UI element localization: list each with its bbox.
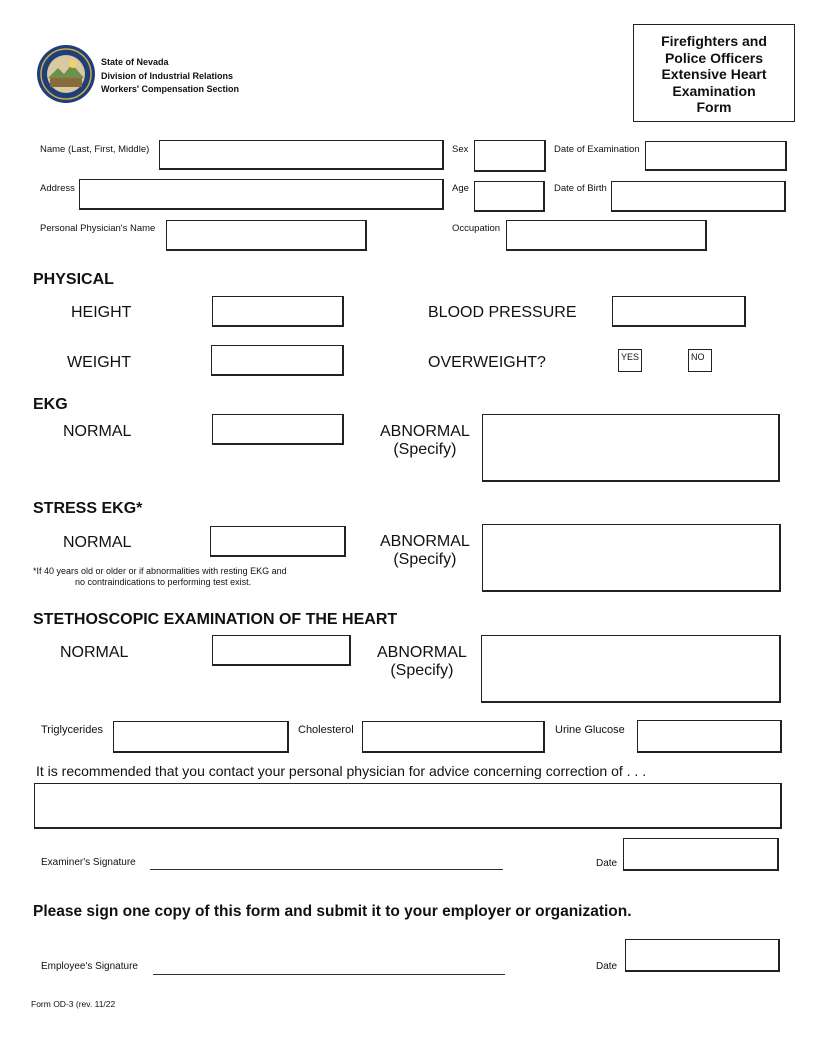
agency-line-division: Division of Industrial Relations xyxy=(101,70,234,81)
overweight-yes-checkbox[interactable]: YES xyxy=(618,349,642,372)
ekg-heading: EKG xyxy=(33,396,68,413)
nevada-seal-logo xyxy=(36,44,96,104)
address-label: Address xyxy=(40,183,75,194)
form-number-text: Form OD-3 (rev. xyxy=(31,999,93,1009)
recommendation-text: It is recommended that you contact your personal physician for advice concerning correction of . . . xyxy=(36,763,647,779)
age-label: Age xyxy=(452,183,469,194)
name-label: Name (Last, First, Middle) xyxy=(40,144,150,155)
sex-field[interactable] xyxy=(474,140,546,172)
stress-ekg-specify-text: (Specify) xyxy=(393,551,457,568)
exam-date-field[interactable] xyxy=(645,141,787,171)
stress-ekg-abnormal-text: ABNORMAL xyxy=(380,533,470,550)
title-line: Form xyxy=(696,99,732,115)
occupation-label: Occupation xyxy=(452,223,501,234)
stress-ekg-heading: STRESS EKG* xyxy=(33,500,143,517)
occupation-field[interactable] xyxy=(506,220,707,251)
triglycerides-label: Triglycerides xyxy=(41,724,103,736)
ekg-normal-label: NORMAL xyxy=(63,423,132,440)
name-field[interactable] xyxy=(159,140,444,170)
employee-signature-line[interactable] xyxy=(153,974,505,975)
physician-label: Personal Physician's Name xyxy=(40,223,156,234)
examiner-date-label: Date xyxy=(596,858,618,869)
employee-date-field[interactable] xyxy=(625,939,780,972)
overweight-label: OVERWEIGHT? xyxy=(428,354,546,371)
stethoscopic-normal-label: NORMAL xyxy=(60,644,129,661)
exam-date-label: Date of Examination xyxy=(554,144,640,155)
ekg-specify-text: (Specify) xyxy=(393,441,457,458)
address-field[interactable] xyxy=(79,179,444,210)
ekg-abnormal-field[interactable] xyxy=(482,414,780,482)
examiner-date-field[interactable] xyxy=(623,838,779,871)
dob-label: Date of Birth xyxy=(554,183,607,194)
form-revision-date: 11/22 xyxy=(94,999,116,1009)
physical-heading: PHYSICAL xyxy=(33,271,114,288)
title-line: Extensive Heart xyxy=(661,66,767,82)
stress-ekg-normal-label: NORMAL xyxy=(63,534,132,551)
stethoscopic-abnormal-field[interactable] xyxy=(481,635,781,703)
stethoscopic-abnormal-label xyxy=(377,644,467,680)
employee-signature-label: Employee's Signature xyxy=(41,961,138,972)
stress-ekg-footnote-line2: no contraindications to performing test exist. xyxy=(75,577,252,587)
stress-ekg-abnormal-field[interactable] xyxy=(482,524,781,592)
form-number xyxy=(31,999,115,1009)
stress-ekg-footnote-line1: *If 40 years old or older or if abnormalities with resting EKG and xyxy=(33,566,287,576)
overweight-no-checkbox[interactable]: NO xyxy=(688,349,712,372)
employee-date-label: Date xyxy=(596,961,618,972)
stethoscopic-specify-text: (Specify) xyxy=(390,662,454,679)
title-line: Firefighters and xyxy=(661,33,767,49)
submission-instruction: Please sign one copy of this form and submit it to your employer or organization. xyxy=(33,903,632,920)
cholesterol-label: Cholesterol xyxy=(298,724,354,736)
height-label: HEIGHT xyxy=(71,304,132,321)
physician-field[interactable] xyxy=(166,220,367,251)
ekg-abnormal-text: ABNORMAL xyxy=(380,423,470,440)
weight-label: WEIGHT xyxy=(67,354,131,371)
stethoscopic-heading: STETHOSCOPIC EXAMINATION OF THE HEART xyxy=(33,611,398,628)
stethoscopic-abnormal-text: ABNORMAL xyxy=(377,644,467,661)
triglycerides-field[interactable] xyxy=(113,721,289,753)
stress-ekg-abnormal-label xyxy=(380,533,470,569)
cholesterol-field[interactable] xyxy=(362,721,545,753)
blood-pressure-field[interactable] xyxy=(612,296,746,327)
urine-glucose-label: Urine Glucose xyxy=(555,724,625,736)
ekg-abnormal-label xyxy=(380,423,470,459)
stethoscopic-normal-field[interactable] xyxy=(212,635,351,666)
age-field[interactable] xyxy=(474,181,545,212)
dob-field[interactable] xyxy=(611,181,786,212)
sex-label: Sex xyxy=(452,144,469,155)
urine-glucose-field[interactable] xyxy=(637,720,782,753)
agency-line-section: Workers' Compensation Section xyxy=(101,84,240,94)
title-line: Police Officers xyxy=(664,49,764,66)
stress-ekg-normal-field[interactable] xyxy=(210,526,346,557)
examiner-signature-line[interactable] xyxy=(150,869,503,870)
ekg-normal-field[interactable] xyxy=(212,414,344,445)
blood-pressure-label: BLOOD PRESSURE xyxy=(428,304,577,321)
weight-field[interactable] xyxy=(211,345,344,376)
agency-name xyxy=(101,56,239,97)
recommendation-field[interactable] xyxy=(34,783,782,829)
height-field[interactable] xyxy=(212,296,344,327)
title-line: Examination xyxy=(672,82,756,99)
agency-line-state: State of Nevada xyxy=(101,57,169,67)
examiner-signature-label: Examiner's Signature xyxy=(41,857,136,868)
form-title xyxy=(633,24,795,122)
